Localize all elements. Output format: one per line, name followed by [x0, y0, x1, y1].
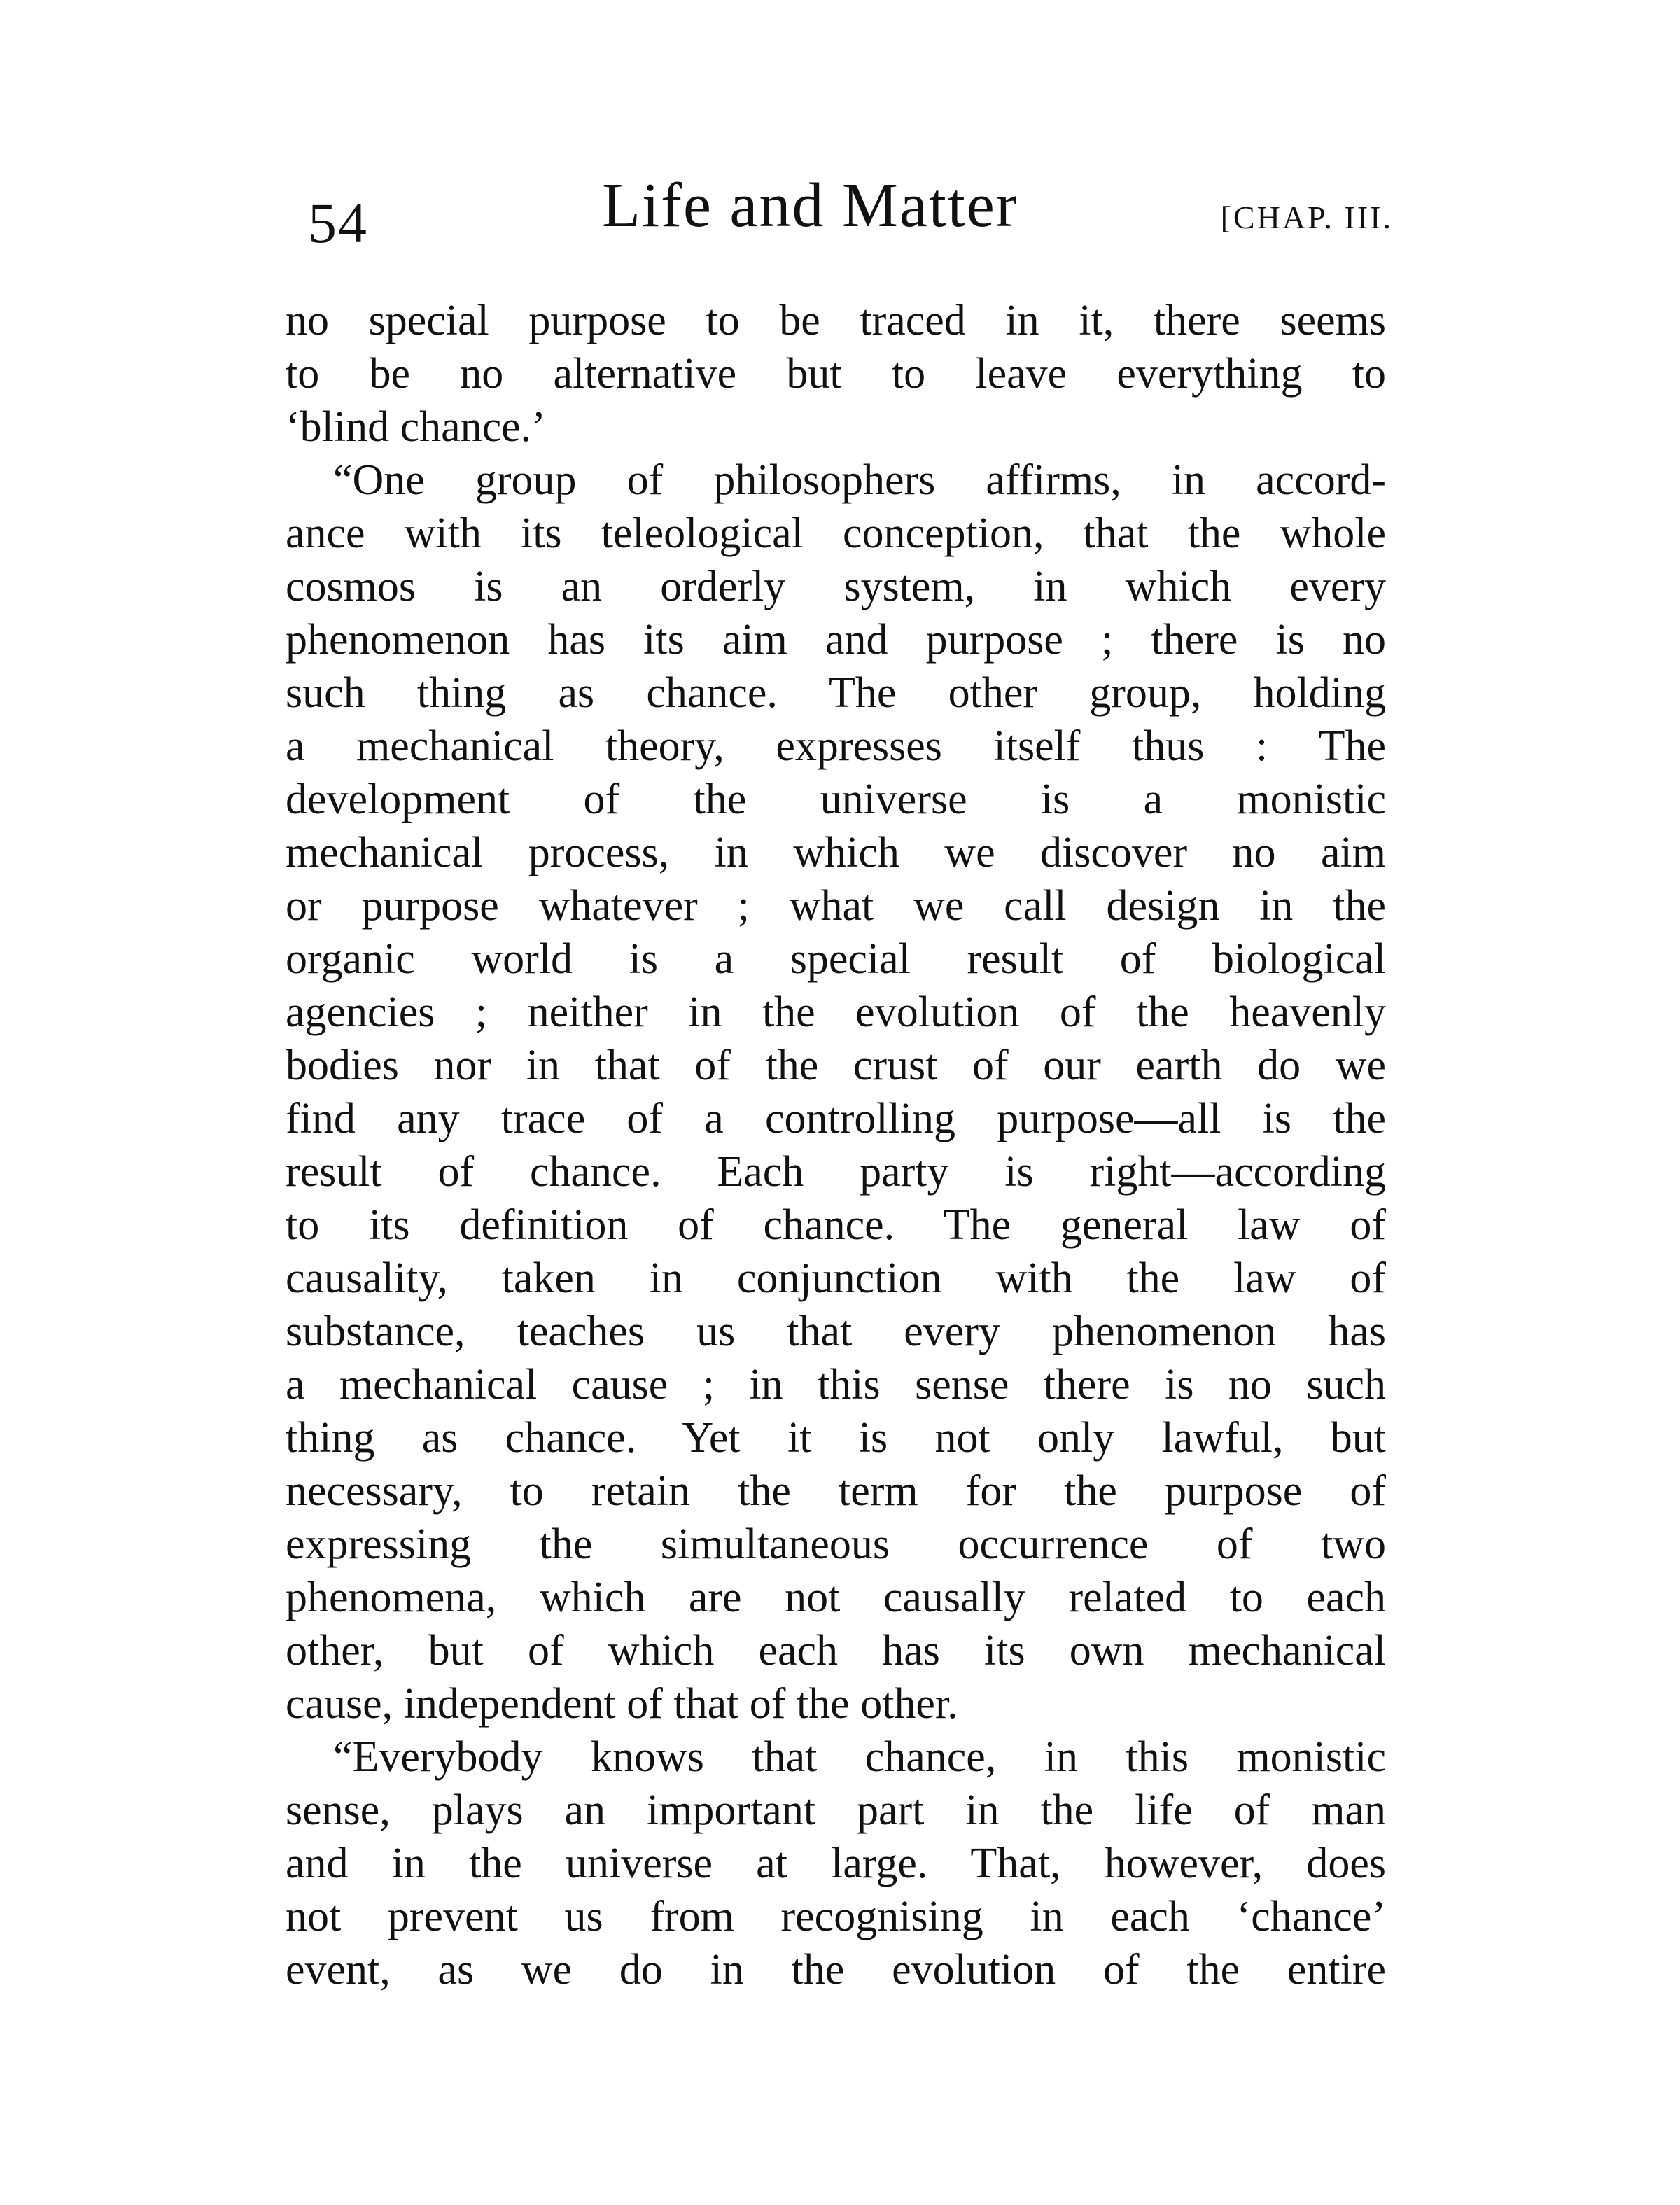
body-text — [286, 294, 1392, 2058]
text-line: event, as we do in the evolution of the entire — [286, 1946, 1386, 1994]
text-line: necessary, to retain the term for the purpose of — [286, 1467, 1386, 1515]
text-line: a mechanical cause ; in this sense there is no such — [286, 1361, 1386, 1408]
text-line: “One group of philosophers affirms, in accord- — [333, 456, 1386, 504]
text-line: result of chance. Each party is right—according — [286, 1148, 1386, 1196]
page-number: 54 — [308, 191, 368, 255]
text-line: or purpose whatever ; what we call design in the — [286, 882, 1386, 930]
text-line: mechanical process, in which we discover no aim — [286, 829, 1386, 876]
text-line: agencies ; neither in the evolution of the heavenly — [286, 988, 1386, 1036]
text-line: ‘blind chance.’ — [286, 403, 546, 451]
running-title: Life and Matter — [602, 171, 1018, 240]
text-line: phenomenon has its aim and purpose ; there is no — [286, 616, 1386, 664]
text-line: find any trace of a controlling purpose—all is the — [286, 1095, 1386, 1142]
text-line: ance with its teleological conception, that the whole — [286, 510, 1386, 557]
text-line: such thing as chance. The other group, holding — [286, 669, 1386, 717]
text-line: cause, independent of that of the other. — [286, 1680, 958, 1728]
text-line: a mechanical theory, expresses itself thus : The — [286, 722, 1386, 770]
text-line: organic world is a special result of biological — [286, 935, 1386, 983]
text-line: thing as chance. Yet it is not only lawful, but — [286, 1414, 1386, 1462]
chapter-reference: [CHAP. III. — [1220, 200, 1393, 235]
text-line: cosmos is an orderly system, in which every — [286, 563, 1386, 610]
text-line: expressing the simultaneous occurrence of two — [286, 1520, 1386, 1568]
text-line: development of the universe is a monistic — [286, 776, 1386, 823]
text-line: sense, plays an important part in the life of man — [286, 1786, 1386, 1834]
text-line: bodies nor in that of the crust of our earth do we — [286, 1042, 1386, 1089]
text-line: to its definition of chance. The general law of — [286, 1201, 1386, 1249]
text-line: substance, teaches us that every phenomenon has — [286, 1308, 1386, 1355]
text-line: causality, taken in conjunction with the law of — [286, 1254, 1386, 1302]
text-line: no special purpose to be traced in it, there seems — [286, 297, 1386, 344]
text-line: other, but of which each has its own mechanical — [286, 1627, 1386, 1674]
text-line: to be no alternative but to leave everything to — [286, 350, 1386, 398]
text-line: “Everybody knows that chance, in this monistic — [333, 1733, 1386, 1781]
page-header — [308, 162, 1400, 253]
text-line: not prevent us from recognising in each ‘chance’ — [286, 1893, 1386, 1940]
text-line: phenomena, which are not causally related to each — [286, 1574, 1386, 1621]
text-line: and in the universe at large. That, however, does — [286, 1840, 1386, 1887]
